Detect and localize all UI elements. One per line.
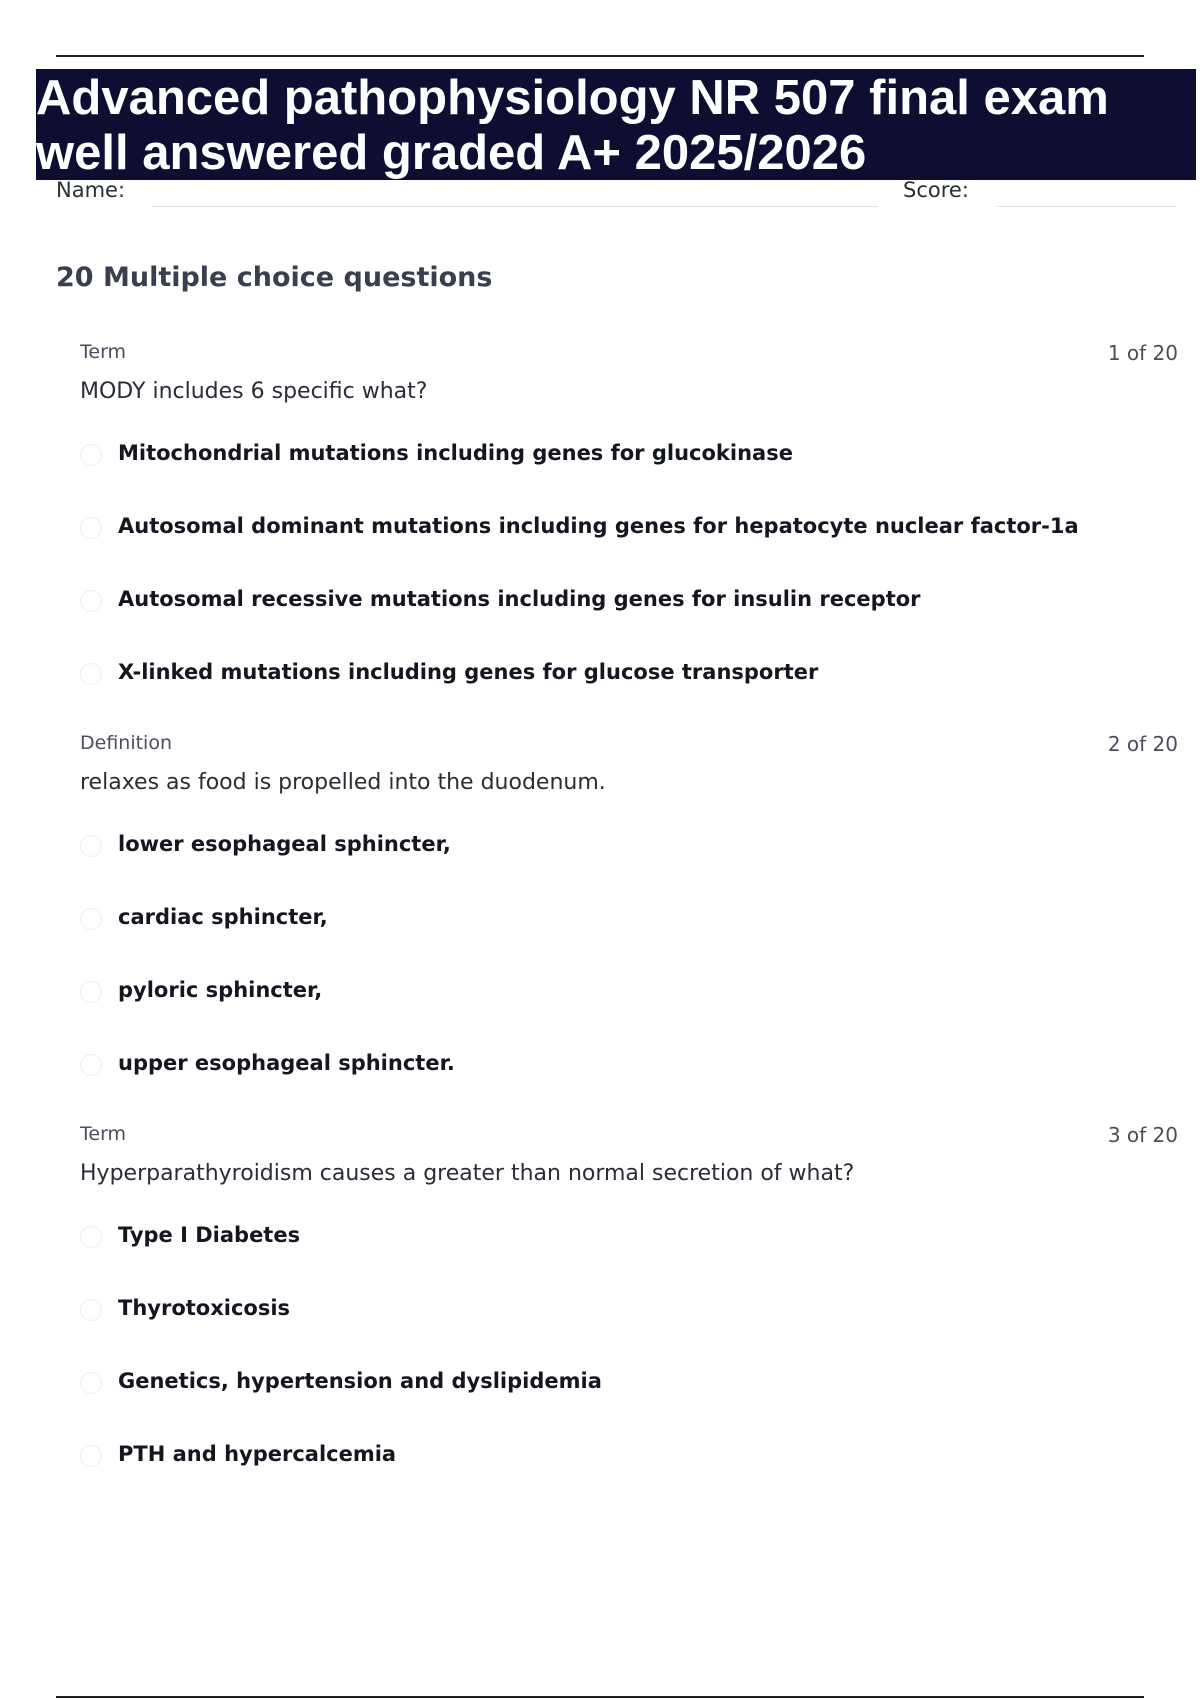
radio-button-icon[interactable] (80, 663, 102, 685)
question-prompt: relaxes as food is propelled into the duodenum. (80, 770, 606, 795)
radio-button-icon[interactable] (80, 908, 102, 930)
name-label: Name: (56, 178, 126, 202)
radio-button-icon[interactable] (80, 1226, 102, 1248)
question-counter: 2 of 20 (1107, 732, 1178, 756)
document-title-line-1: Advanced pathophysiology NR 507 final exam (36, 71, 1109, 125)
radio-button-icon[interactable] (80, 444, 102, 466)
question-type-label: Term (80, 341, 127, 363)
name-field[interactable] (152, 206, 878, 207)
answer-option-label: X-linked mutations including genes for glucose transporter (118, 660, 819, 684)
question-type-label: Term (80, 1123, 127, 1145)
question-prompt: MODY includes 6 specific what? (80, 379, 428, 404)
answer-option-label: lower esophageal sphincter, (118, 832, 451, 856)
radio-button-icon[interactable] (80, 981, 102, 1003)
answer-option-label: cardiac sphincter, (118, 905, 328, 929)
answer-option-label: upper esophageal sphincter. (118, 1051, 455, 1075)
answer-option-label: Autosomal dominant mutations including genes for hepatocyte nuclear factor-1a (118, 514, 1079, 538)
bottom-divider (56, 1696, 1144, 1698)
score-label: Score: (903, 178, 969, 202)
radio-button-icon[interactable] (80, 517, 102, 539)
radio-button-icon[interactable] (80, 835, 102, 857)
radio-button-icon[interactable] (80, 1445, 102, 1467)
answer-option-label: Mitochondrial mutations including genes for glucokinase (118, 441, 793, 465)
question-counter: 3 of 20 (1107, 1123, 1178, 1147)
radio-button-icon[interactable] (80, 590, 102, 612)
answer-option-label: pyloric sphincter, (118, 978, 323, 1002)
answer-option-label: Genetics, hypertension and dyslipidemia (118, 1369, 602, 1393)
score-field[interactable] (996, 206, 1176, 207)
answer-option-label: Type I Diabetes (118, 1223, 301, 1247)
question-prompt: Hyperparathyroidism causes a greater than normal secretion of what? (80, 1161, 855, 1186)
name-score-row (56, 178, 1176, 210)
question-counter: 1 of 20 (1107, 341, 1178, 365)
radio-button-icon[interactable] (80, 1054, 102, 1076)
document-title-line-2: well answered graded A+ 2025/2026 (36, 126, 867, 180)
section-heading: 20 Multiple choice questions (56, 262, 493, 293)
radio-button-icon[interactable] (80, 1372, 102, 1394)
answer-option-label: Thyrotoxicosis (118, 1296, 291, 1320)
answer-option-label: Autosomal recessive mutations including genes for insulin receptor (118, 587, 921, 611)
answer-option-label: PTH and hypercalcemia (118, 1442, 397, 1466)
top-divider (56, 55, 1144, 57)
question-type-label: Definition (80, 732, 173, 754)
title-banner (36, 69, 1196, 180)
radio-button-icon[interactable] (80, 1299, 102, 1321)
